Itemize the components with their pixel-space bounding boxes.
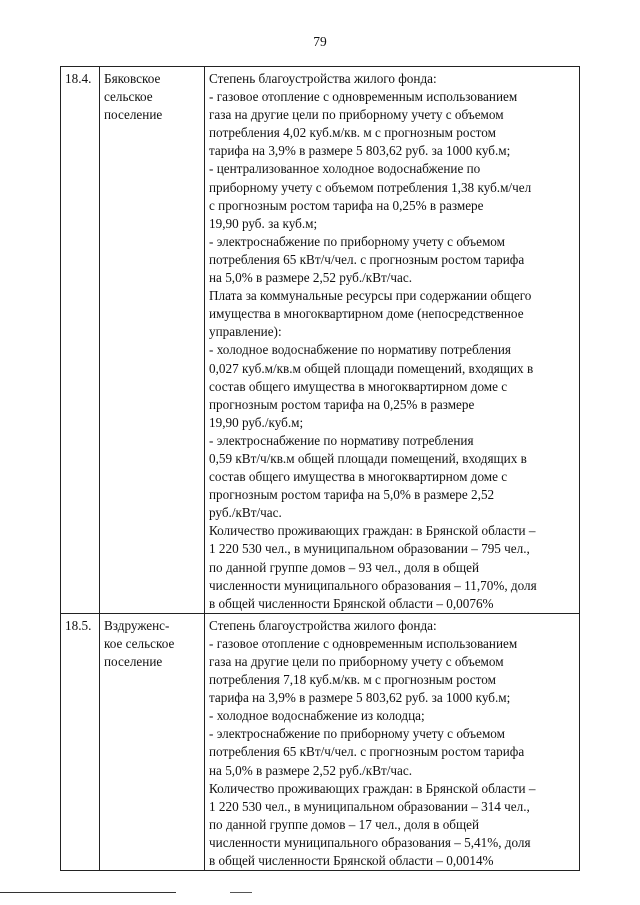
description-line: на 5,0% в размере 2,52 руб./кВт/час. (209, 762, 413, 778)
settlement-name-line: поселение (104, 107, 163, 123)
description-line: численности муниципального образования – 11,70%, доля (209, 577, 537, 593)
tariff-table (60, 66, 580, 871)
description-line: - газовое отопление с одновременным использованием (209, 89, 518, 105)
description-line: 1 220 530 чел., в муниципальном образовании – 795 чел., (209, 541, 530, 557)
description-line: прогнозным ростом тарифа на 5,0% в размере 2,52 (209, 487, 495, 503)
description-line: Количество проживающих граждан: в Брянской области – (209, 523, 536, 539)
description-line: состав общего имущества в многоквартирном доме с (209, 469, 508, 485)
description-line: - электроснабжение по приборному учету с объемом (209, 233, 505, 249)
description-line: 0,027 куб.м/кв.м общей площади помещений, входящих в (209, 360, 534, 376)
description-line: имущества в многоквартирном доме (непосредственное (209, 306, 524, 322)
description-line: 1 220 530 чел., в муниципальном образовании – 314 чел., (209, 798, 530, 814)
description-line: газа на другие цели по приборному учету с объемом (209, 654, 504, 669)
description-line: в общей численности Брянской области – 0,0076% (209, 595, 494, 611)
row-number: 18.4. (61, 67, 100, 614)
description-line: потребления 4,02 куб.м/кв. м с прогнозным ростом (209, 125, 496, 141)
description-line: Плата за коммунальные ресурсы при содержании общего (209, 288, 532, 304)
settlement-name (100, 613, 205, 870)
description-line: на 5,0% в размере 2,52 руб./кВт/час. (209, 270, 413, 286)
description-line: по данной группе домов – 17 чел., доля в общей (209, 816, 480, 832)
description-line: - холодное водоснабжение из колодца; (209, 708, 425, 724)
description-line: по данной группе домов – 93 чел., доля в общей (209, 559, 480, 575)
table-row (61, 613, 580, 870)
description-line: Степень благоустройства жилого фонда: (209, 617, 437, 633)
tariff-description (205, 613, 580, 870)
settlement-name-line: Бяковское (104, 71, 161, 86)
footer-rule-segment (0, 892, 176, 893)
description-line: Количество проживающих граждан: в Брянской области – (209, 780, 536, 796)
description-line: управление): (209, 324, 282, 340)
description-line: Степень благоустройства жилого фонда: (209, 71, 437, 86)
description-line: состав общего имущества в многоквартирном доме с (209, 378, 508, 394)
settlement-name (100, 67, 205, 614)
description-line: потребления 65 кВт/ч/чел. с прогнозным ростом тарифа (209, 251, 525, 267)
settlement-name-line: Вздруженс- (104, 617, 170, 633)
description-line: - холодное водоснабжение по нормативу потребления (209, 342, 511, 358)
description-line: потребления 65 кВт/ч/чел. с прогнозным ростом тарифа (209, 744, 525, 760)
description-line: 19,90 руб./куб.м; (209, 414, 304, 430)
tariff-description (205, 67, 580, 614)
description-line: - электроснабжение по нормативу потребления (209, 432, 474, 448)
description-line: - централизованное холодное водоснабжение по (209, 161, 481, 177)
settlement-name-line: кое сельское (104, 635, 175, 651)
description-line: численности муниципального образования – 5,41%, доля (209, 834, 531, 850)
description-line: тарифа на 3,9% в размере 5 803,62 руб. за 1000 куб.м; (209, 143, 511, 159)
description-line: руб./кВт/час. (209, 505, 282, 521)
description-line: тарифа на 3,9% в размере 5 803,62 руб. за 1000 куб.м; (209, 690, 511, 706)
settlement-name-line: сельское (104, 89, 153, 105)
footer-rule (0, 892, 640, 893)
table-body (61, 67, 580, 871)
description-line: в общей численности Брянской области – 0,0014% (209, 853, 494, 869)
description-line: приборному учету с объемом потребления 1,38 куб.м/чел (209, 179, 532, 195)
description-line: - электроснабжение по приборному учету с объемом (209, 726, 505, 742)
page-number: 79 (313, 34, 327, 49)
description-line: с прогнозным ростом тарифа на 0,25% в размере (209, 197, 484, 213)
description-line: 19,90 руб. за куб.м; (209, 215, 318, 231)
table-row (61, 67, 580, 614)
description-line: газа на другие цели по приборному учету с объемом (209, 107, 504, 123)
description-line: прогнозным ростом тарифа на 0,25% в размере (209, 396, 475, 412)
footer-rule-segment (230, 892, 252, 893)
settlement-name-line: поселение (104, 654, 163, 669)
description-line: потребления 7,18 куб.м/кв. м с прогнозным ростом (209, 672, 496, 688)
description-line: - газовое отопление с одновременным использованием (209, 635, 518, 651)
row-number: 18.5. (61, 613, 100, 870)
description-line: 0,59 кВт/ч/кв.м общей площади помещений, входящих в (209, 450, 527, 466)
